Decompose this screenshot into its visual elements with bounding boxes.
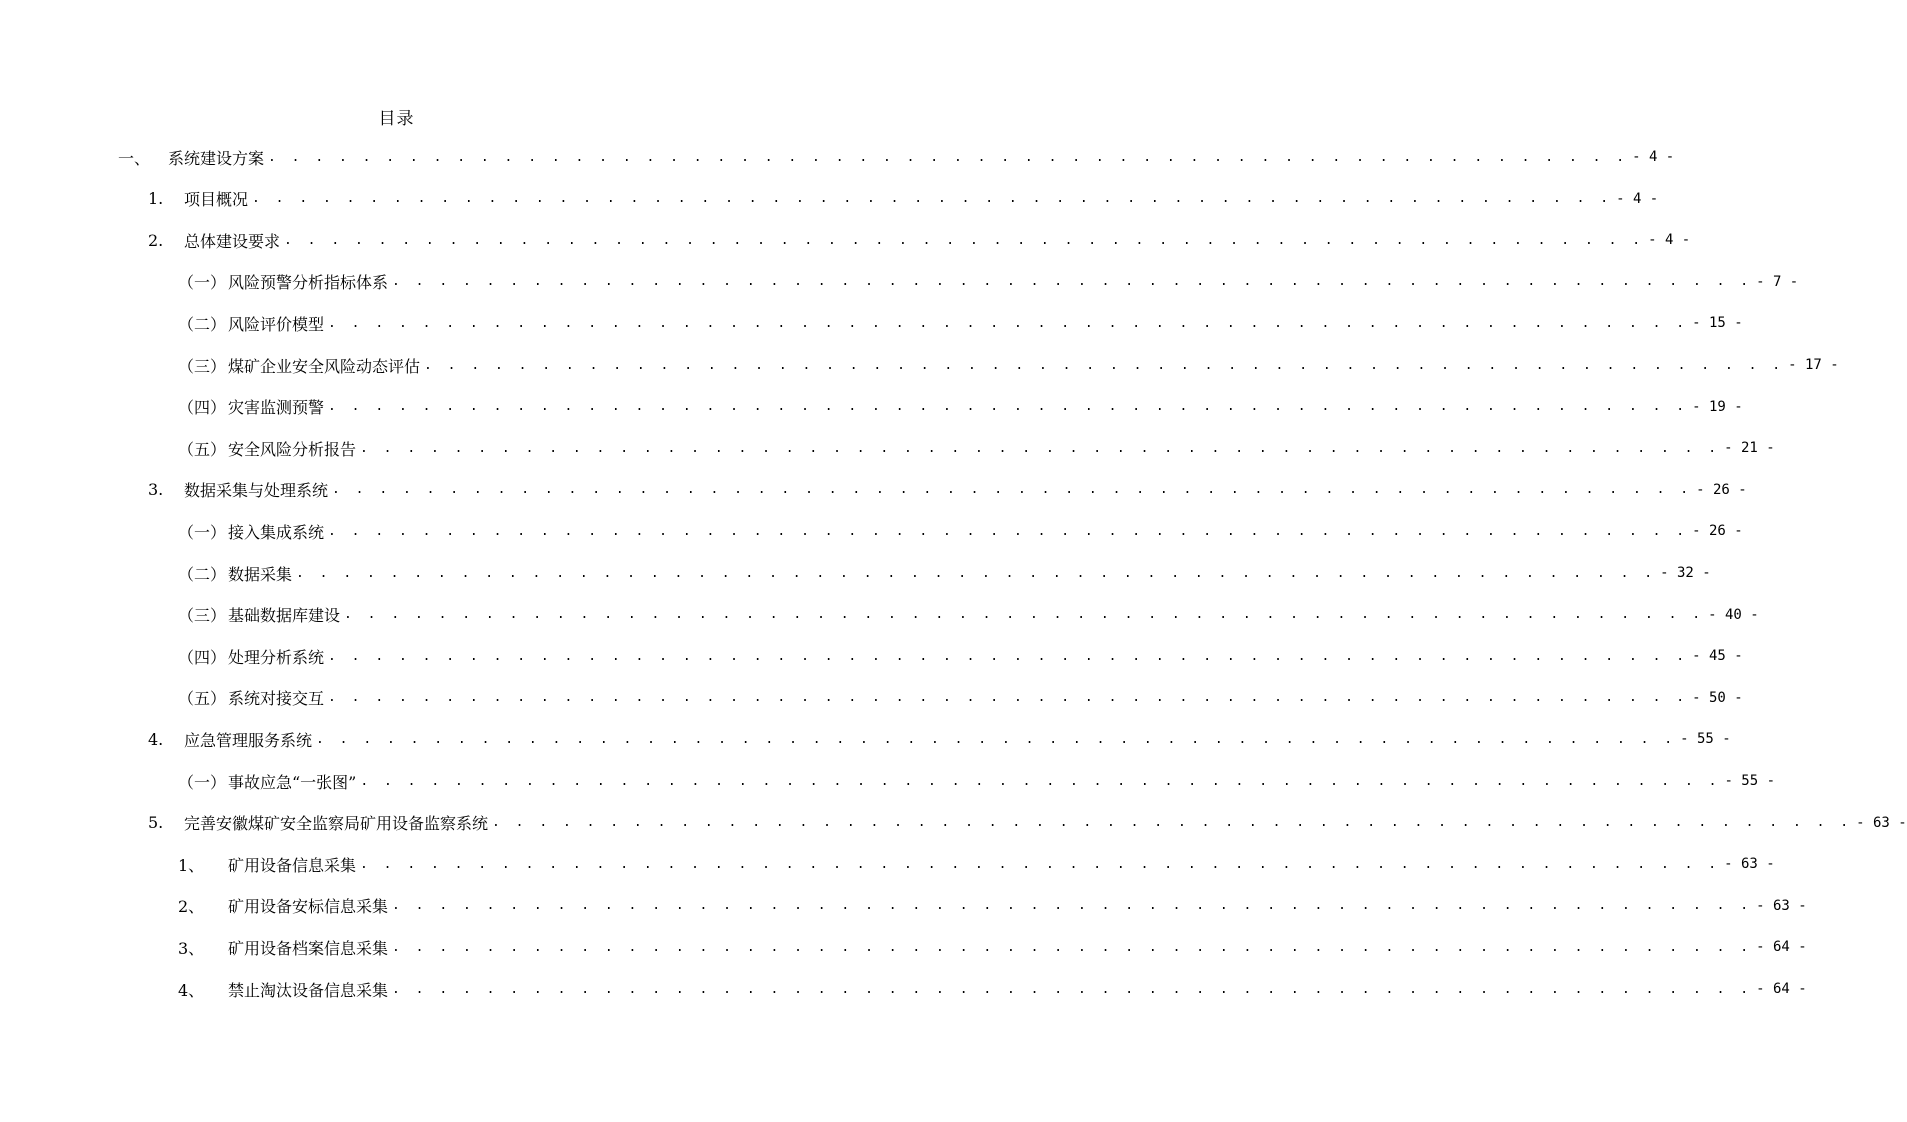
toc-title: 目录 bbox=[378, 109, 415, 129]
toc-entry-page: - 50 - bbox=[1692, 689, 1743, 706]
toc-entry[interactable] bbox=[178, 927, 1807, 967]
toc-entry-label: 事故应急“一张图” bbox=[228, 772, 357, 792]
toc-entry-label: 禁止淘汰设备信息采集 bbox=[228, 980, 389, 1000]
toc-entry-number: （五） bbox=[178, 689, 227, 709]
toc-entry[interactable] bbox=[178, 553, 1711, 593]
toc-entry[interactable] bbox=[178, 886, 1807, 926]
toc-entry-label: 项目概况 bbox=[184, 190, 249, 210]
toc-entry-page: - 15 - bbox=[1692, 315, 1743, 332]
toc-entry-number: 3、 bbox=[178, 938, 205, 958]
dot-leader: . . . . . . . . . . . . . . . . . . . . . . . . . . . . . . . . . . . . . . . . . . . . . . . . . . . . . . . . . . bbox=[360, 440, 1721, 456]
toc-entry-page: - 4 - bbox=[1616, 190, 1659, 207]
toc-entry-number: 1. bbox=[148, 189, 164, 209]
toc-entry-number: 3. bbox=[148, 480, 164, 500]
toc-entry[interactable] bbox=[178, 262, 1799, 302]
toc-entry[interactable] bbox=[178, 345, 1839, 385]
toc-entry[interactable] bbox=[178, 511, 1743, 551]
dot-leader: . . . . . . . . . . . . . . . . . . . . . . . . . . . . . . . . . . . . . . . . . . . . . . . . . . . . . . . . . . bbox=[284, 232, 1645, 248]
toc-entry[interactable] bbox=[148, 803, 1907, 843]
dot-leader: . . . . . . . . . . . . . . . . . . . . . . . . . . . . . . . . . . . . . . . . . . . . . . . . . . . . . . . . . . bbox=[392, 898, 1753, 914]
toc-entry-number: （一） bbox=[178, 522, 227, 542]
dot-leader: . . . . . . . . . . . . . . . . . . . . . . . . . . . . . . . . . . . . . . . . . . . . . . . . . . . . . . . . . . bbox=[252, 191, 1613, 207]
toc-entry-page: - 26 - bbox=[1696, 481, 1747, 498]
dot-leader: . . . . . . . . . . . . . . . . . . . . . . . . . . . . . . . . . . . . . . . . . . . . . . . . . . . . . . . . . . bbox=[328, 648, 1689, 664]
toc-entry-label: 系统对接交互 bbox=[228, 689, 325, 709]
toc-entry-number: 4. bbox=[148, 729, 164, 749]
toc-entry[interactable] bbox=[148, 179, 1659, 219]
toc-entry-label: 风险评价模型 bbox=[228, 314, 325, 334]
toc-entry-number: （四） bbox=[178, 647, 227, 667]
dot-leader: . . . . . . . . . . . . . . . . . . . . . . . . . . . . . . . . . . . . . . . . . . . . . . . . . . . . . . . . . . bbox=[328, 523, 1689, 539]
toc-entry-label: 数据采集与处理系统 bbox=[184, 481, 329, 501]
dot-leader: . . . . . . . . . . . . . . . . . . . . . . . . . . . . . . . . . . . . . . . . . . . . . . . . . . . . . . . . . . bbox=[328, 399, 1689, 415]
toc-entry-label: 处理分析系统 bbox=[228, 647, 325, 667]
toc-entry-page: - 32 - bbox=[1660, 565, 1711, 581]
toc-entry[interactable] bbox=[178, 595, 1759, 635]
dot-leader: . . . . . . . . . . . . . . . . . . . . . . . . . . . . . . . . . . . . . . . . . . . . . . . . . . . . . . . . . . bbox=[360, 773, 1721, 789]
toc-entry[interactable] bbox=[178, 678, 1743, 718]
toc-entry[interactable] bbox=[178, 636, 1743, 676]
toc-entry-number: 1、 bbox=[178, 855, 205, 875]
toc-entry-number: （五） bbox=[178, 439, 227, 459]
toc-entry-page: - 55 - bbox=[1724, 773, 1776, 789]
toc-entry-number: 5. bbox=[148, 813, 164, 833]
toc-entry-label: 完善安徽煤矿安全监察局矿用设备监察系统 bbox=[184, 814, 489, 834]
toc-entry-page: - 21 - bbox=[1724, 440, 1775, 457]
toc-entry-label: 矿用设备安标信息采集 bbox=[228, 897, 389, 917]
dot-leader: . . . . . . . . . . . . . . . . . . . . . . . . . . . . . . . . . . . . . . . . . . . . . . . . . . . . . . . . . . bbox=[268, 149, 1629, 165]
toc-entry[interactable] bbox=[148, 220, 1691, 260]
toc-entry-page: - 64 - bbox=[1756, 939, 1807, 956]
dot-leader: . . . . . . . . . . . . . . . . . . . . . . . . . . . . . . . . . . . . . . . . . . . . . . . . . . . . . . . . . . bbox=[492, 815, 1853, 831]
toc-entry[interactable] bbox=[148, 719, 1731, 759]
toc-entry-page: - 64 - bbox=[1756, 981, 1807, 997]
toc-entry-number: （三） bbox=[178, 606, 227, 626]
toc-entry-label: 总体建设要求 bbox=[184, 231, 281, 251]
dot-leader: . . . . . . . . . . . . . . . . . . . . . . . . . . . . . . . . . . . . . . . . . . . . . . . . . . . . . . . . . . bbox=[328, 315, 1689, 331]
dot-leader: . . . . . . . . . . . . . . . . . . . . . . . . . . . . . . . . . . . . . . . . . . . . . . . . . . . . . . . . . . bbox=[392, 939, 1753, 955]
toc-entry-page: - 40 - bbox=[1708, 606, 1759, 623]
dot-leader: . . . . . . . . . . . . . . . . . . . . . . . . . . . . . . . . . . . . . . . . . . . . . . . . . . . . . . . . . . bbox=[328, 690, 1689, 706]
toc-entry-number: （四） bbox=[178, 398, 227, 418]
toc-entry-page: - 63 - bbox=[1724, 856, 1775, 873]
toc-entry[interactable] bbox=[118, 137, 1675, 177]
toc-entry[interactable] bbox=[178, 387, 1743, 427]
toc-entry[interactable] bbox=[178, 844, 1775, 884]
toc-entry-label: 灾害监测预警 bbox=[228, 398, 325, 418]
toc-entry-number: 一、 bbox=[118, 148, 151, 168]
toc-entry-label: 矿用设备信息采集 bbox=[228, 855, 357, 875]
dot-leader: . . . . . . . . . . . . . . . . . . . . . . . . . . . . . . . . . . . . . . . . . . . . . . . . . . . . . . . . . . bbox=[332, 482, 1693, 498]
toc-entry-page: - 45 - bbox=[1692, 648, 1743, 665]
toc-entry-label: 基础数据库建设 bbox=[228, 606, 341, 626]
toc-entry-number: （二） bbox=[178, 314, 227, 334]
toc-entry-number: （二） bbox=[178, 564, 227, 584]
toc-entry-label: 应急管理服务系统 bbox=[184, 730, 313, 750]
toc-entry[interactable] bbox=[148, 470, 1747, 510]
toc-entry-label: 接入集成系统 bbox=[228, 522, 325, 542]
toc-entry-number: 2、 bbox=[178, 897, 205, 917]
toc-entry-page: - 63 - bbox=[1856, 814, 1907, 831]
toc-entry-number: （一） bbox=[178, 772, 227, 792]
toc-entry-number: 4、 bbox=[178, 980, 205, 1000]
toc-entry-number: （三） bbox=[178, 356, 227, 376]
toc-entry-page: - 4 - bbox=[1632, 149, 1675, 165]
dot-leader: . . . . . . . . . . . . . . . . . . . . . . . . . . . . . . . . . . . . . . . . . . . . . . . . . . . . . . . . . . bbox=[296, 565, 1657, 581]
toc-entry-page: - 19 - bbox=[1692, 398, 1743, 415]
toc-entry-page: - 26 - bbox=[1692, 523, 1743, 540]
toc-entry-page: - 17 - bbox=[1788, 357, 1839, 373]
toc-entry-label: 矿用设备档案信息采集 bbox=[228, 938, 389, 958]
dot-leader: . . . . . . . . . . . . . . . . . . . . . . . . . . . . . . . . . . . . . . . . . . . . . . . . . . . . . . . . . . bbox=[316, 731, 1677, 747]
toc-entry-number: 2. bbox=[148, 230, 164, 250]
toc-entry-label: 安全风险分析报告 bbox=[228, 439, 357, 459]
toc-entry-label: 煤矿企业安全风险动态评估 bbox=[228, 356, 421, 376]
toc-entry[interactable] bbox=[178, 303, 1743, 343]
toc-entry-page: - 7 - bbox=[1756, 273, 1799, 290]
dot-leader: . . . . . . . . . . . . . . . . . . . . . . . . . . . . . . . . . . . . . . . . . . . . . . . . . . . . . . . . . . bbox=[424, 357, 1785, 373]
dot-leader: . . . . . . . . . . . . . . . . . . . . . . . . . . . . . . . . . . . . . . . . . . . . . . . . . . . . . . . . . . bbox=[392, 981, 1753, 997]
toc-entry-page: - 63 - bbox=[1756, 897, 1807, 914]
dot-leader: . . . . . . . . . . . . . . . . . . . . . . . . . . . . . . . . . . . . . . . . . . . . . . . . . . . . . . . . . . bbox=[360, 856, 1721, 872]
dot-leader: . . . . . . . . . . . . . . . . . . . . . . . . . . . . . . . . . . . . . . . . . . . . . . . . . . . . . . . . . . bbox=[392, 274, 1753, 290]
toc-entry[interactable] bbox=[178, 761, 1776, 801]
toc-entry-label: 数据采集 bbox=[228, 564, 293, 584]
toc-entry[interactable] bbox=[178, 969, 1807, 1009]
dot-leader: . . . . . . . . . . . . . . . . . . . . . . . . . . . . . . . . . . . . . . . . . . . . . . . . . . . . . . . . . . bbox=[344, 607, 1705, 623]
toc-entry-page: - 4 - bbox=[1648, 232, 1691, 249]
toc-entry-number: （一） bbox=[178, 273, 227, 293]
toc-entry-label: 风险预警分析指标体系 bbox=[228, 273, 389, 293]
toc-entry-page: - 55 - bbox=[1680, 731, 1731, 748]
toc-entry[interactable] bbox=[178, 428, 1775, 468]
toc-entry-label: 系统建设方案 bbox=[168, 148, 265, 168]
